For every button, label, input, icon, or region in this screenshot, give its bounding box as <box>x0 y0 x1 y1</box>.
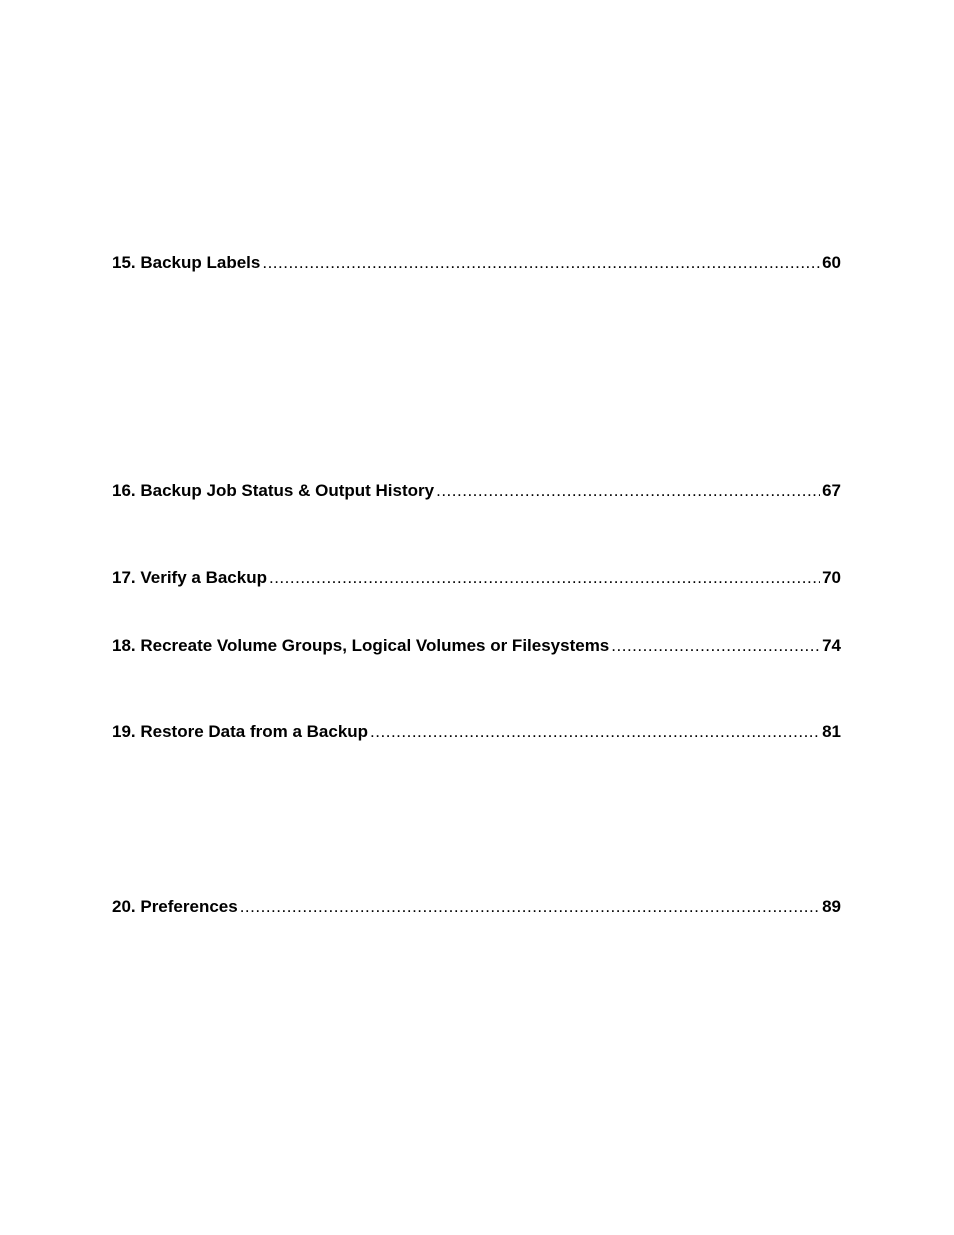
toc-entry-page: 67 <box>822 481 841 500</box>
toc-dot-leader <box>611 635 820 657</box>
toc-entry-title: 18. Recreate Volume Groups, Logical Volumes or Filesystems <box>112 636 610 655</box>
toc-entry-backup-labels[interactable] <box>112 252 841 274</box>
toc-entry-title: 16. Backup Job Status & Output History <box>112 481 435 500</box>
toc-entry-title: 19. Restore Data from a Backup <box>112 722 369 741</box>
toc-entry-page: 74 <box>822 636 841 655</box>
toc-dot-leader <box>262 252 820 274</box>
toc-entry-page: 89 <box>822 897 841 916</box>
toc-entry-page: 70 <box>822 568 841 587</box>
toc-entry-title: 15. Backup Labels <box>112 253 261 272</box>
toc-entry-backup-job-status[interactable] <box>112 480 841 502</box>
toc-dot-leader <box>370 721 820 743</box>
toc-dot-leader <box>269 567 820 589</box>
toc-entry-recreate-volume-groups[interactable] <box>112 635 841 657</box>
toc-entry-page: 81 <box>822 722 841 741</box>
toc-entry-restore-data[interactable] <box>112 721 841 743</box>
toc-entry-title: 20. Preferences <box>112 897 238 916</box>
toc-dot-leader <box>436 480 820 502</box>
toc-entry-title: 17. Verify a Backup <box>112 568 267 587</box>
toc-entry-preferences[interactable] <box>112 896 841 918</box>
toc-entry-page: 60 <box>822 253 841 272</box>
toc-dot-leader <box>240 896 820 918</box>
toc-entry-verify-backup[interactable] <box>112 567 841 589</box>
